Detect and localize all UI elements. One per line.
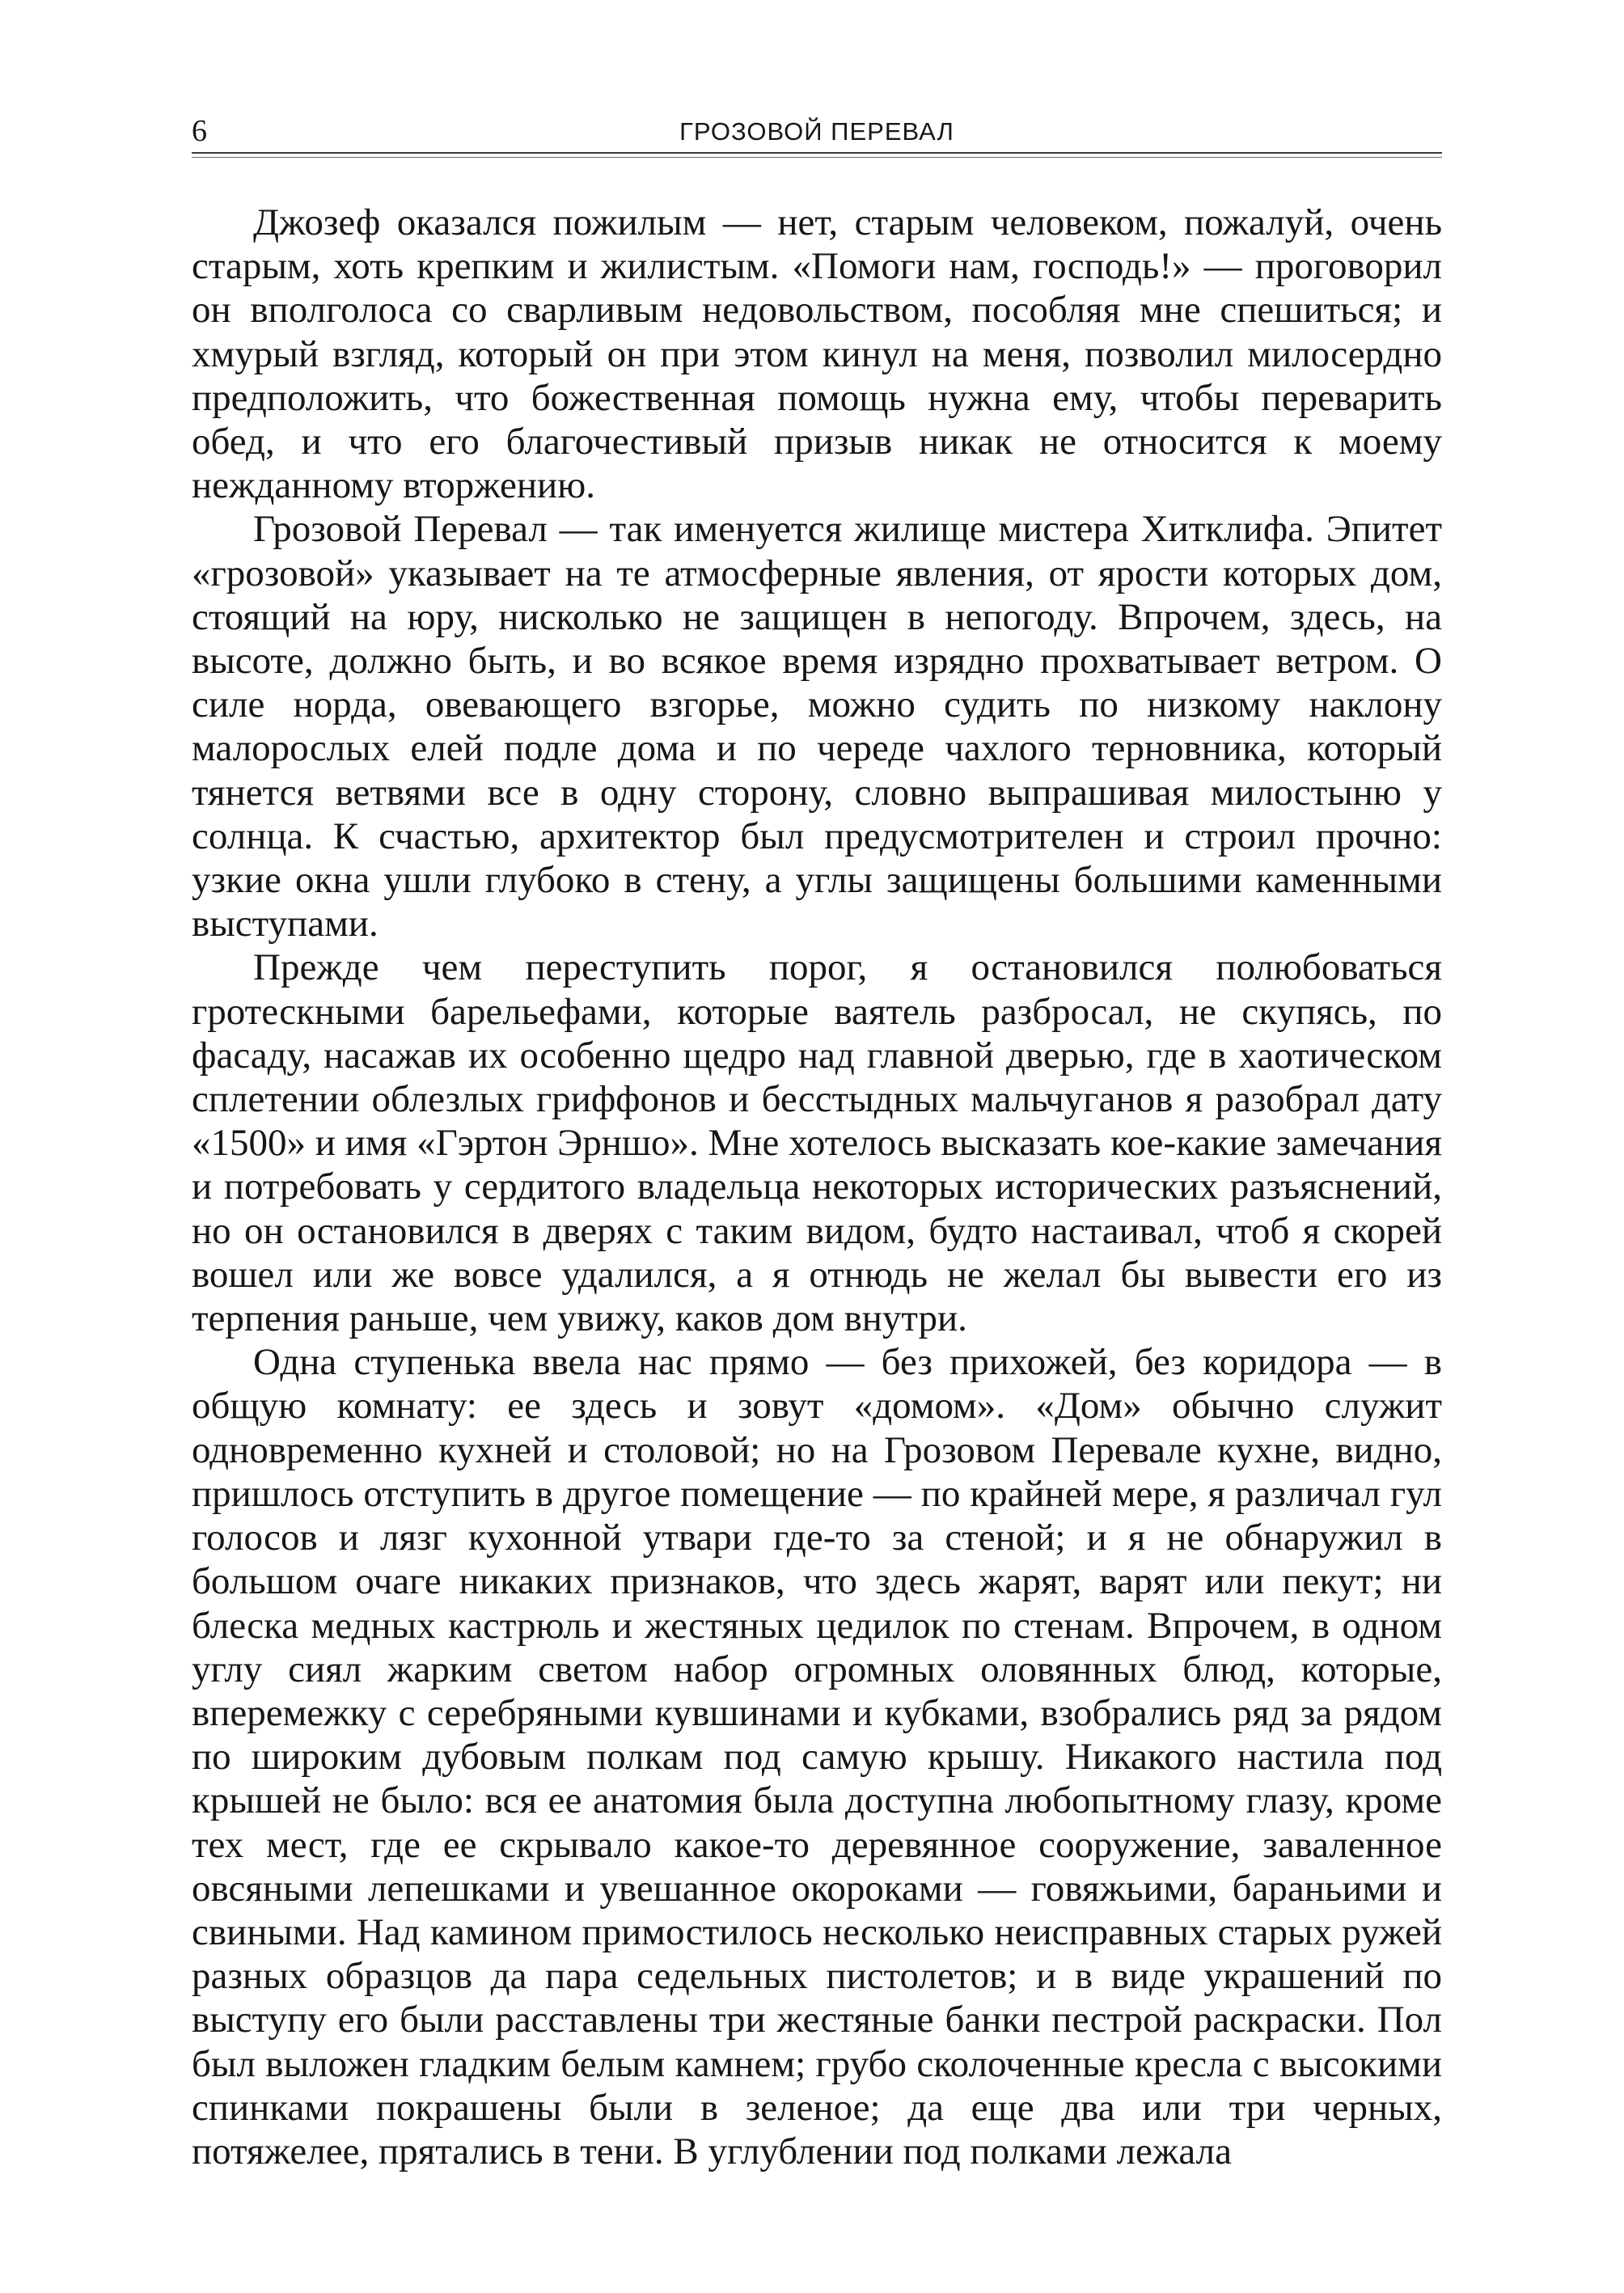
header-rule: [192, 152, 1442, 154]
running-head: [192, 113, 1442, 149]
running-title: ГРОЗОВОЙ ПЕРЕВАЛ: [679, 117, 954, 146]
paragraph: Грозовой Перевал — так именуется жилище мистера Хитклифа. Эпитет «грозовой» указывает на те атмосферные явления, от ярости которых дом, стоящий на юру, нисколько не защищен в непогоду. Впрочем, здесь, на высоте, должно быть, и во всякое время изрядно прохватывает ветром. О силе норда, овевающего взгорье, можно судить по низкому наклону малорослых елей подле дома и по череде чахлого терновника, который тянется ветвями все в одну сторону, словно выпрашивая милостыню у солнца. К счастью, архитектор был предусмотрителен и строил прочно: узкие окна ушли глубоко в стену, а углы защищены большими каменными выступами.: [192, 508, 1442, 946]
paragraph: Прежде чем переступить порог, я остановился полюбоваться гротескными барельефами, которые ваятель разбросал, не скупясь, по фасаду, насажав их особенно щедро над главной дверью, где в хаотическом сплетении облезлых гриффонов и бесстыдных мальчуганов я разобрал дату «1500» и имя «Гэртон Эрншо». Мне хотелось высказать кое-какие замечания и потребовать у сердитого владельца некоторых исторических разъяснений, но он остановился в дверях с таким видом, будто настаивал, чтоб я скорей вошел или же вовсе удалился, а я отнюдь не желал бы вывести его из терпения раньше, чем увижу, каков дом внутри.: [192, 946, 1442, 1340]
page-number: 6: [192, 114, 207, 148]
body-text: [192, 201, 1442, 2173]
paragraph: Джозеф оказался пожилым — нет, старым человеком, пожалуй, очень старым, хоть крепким и жилистым. «Помоги нам, господь!» — проговорил он вполголоса со сварливым недовольством, пособляя мне спешиться; и хмурый взгляд, который он при этом кинул на меня, позволил милосердно предположить, что божественная помощь нужна ему, чтобы переварить обед, и что его благочестивый призыв никак не относится к моему нежданному вторжению.: [192, 201, 1442, 507]
paragraph: Одна ступенька ввела нас прямо — без прихожей, без коридора — в общую комнату: ее здесь и зовут «домом». «Дом» обычно служит одновременно кухней и столовой; но на Грозовом Перевале кухне, видно, пришлось отступить в другое помещение — по крайней мере, я различал гул голосов и лязг кухонной утвари где-то за стеной; и я не обнаружил в большом очаге никаких признаков, что здесь жарят, варят или пекут; ни блеска медных кастрюль и жестяных цедилок по стенам. Впрочем, в одном углу сиял жарким светом набор огромных оловянных блюд, которые, вперемежку с серебряными кувшинами и кубками, взобрались ряд за рядом по широким дубовым полкам под самую крышу. Никакого настила под крышей не было: вся ее анатомия была доступна любопытному глазу, кроме тех мест, где ее скрывало какое-то деревянное сооружение, заваленное овсяными лепешками и увешанное окороками — говяжьими, бараньими и свиными. Над камином примостилось несколько неисправных старых ружей разных образцов да пара седельных пистолетов; и в виде украшений по выступу его были расставлены три жестяные банки пестрой раскраски. Пол был выложен гладким белым камнем; грубо сколоченные кресла с высокими спинками покрашены были в зеленое; да еще два или три черных, потяжелее, прятались в тени. В углублении под полками лежала: [192, 1341, 1442, 2172]
header-rule-thin: [192, 157, 1442, 158]
